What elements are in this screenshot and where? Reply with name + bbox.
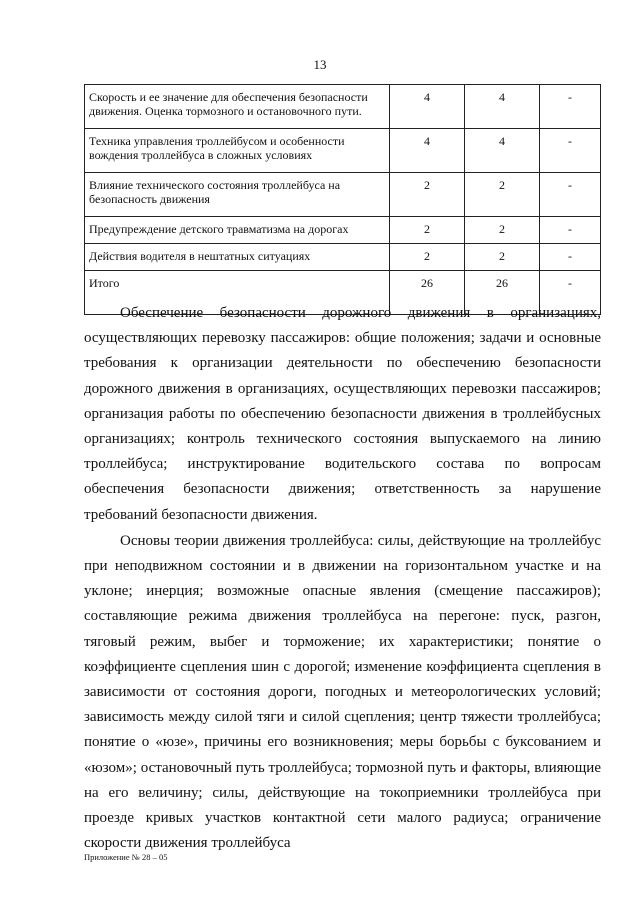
topic-cell: Действия водителя в нештатных ситуациях — [85, 244, 390, 271]
hours-practice-cell: - — [540, 85, 601, 129]
hours-practice-cell: - — [540, 217, 601, 244]
hours-theory-cell: 2 — [465, 217, 540, 244]
table-row — [85, 173, 601, 217]
table-row — [85, 244, 601, 271]
table-row — [85, 85, 601, 129]
hours-practice-cell: - — [540, 244, 601, 271]
hours-total-cell: 26 — [390, 271, 465, 315]
body-text — [84, 301, 601, 856]
topic-cell: Влияние технического состояния троллейбуса на безопасность движения — [85, 173, 390, 217]
hours-theory-cell: 2 — [465, 244, 540, 271]
paragraph: Основы теории движения троллейбуса: силы, действующие на троллейбус при неподвижном состоянии и в движении на горизонтальном участке и на уклоне; инерция; возможные опасные явления (смещение пассажиров); составляющие режима движения троллейбуса на перегоне: пуск, разгон, тяговый режим, выбег и торможение; их характеристики; понятие о коэффициенте сцепления шин с дорогой; изменение коэффициента сцепления в зависимости от состояния дороги, погодных и метеорологических условий; зависимость между силой тяги и силой сцепления; центр тяжести троллейбуса; понятие о «юзе», причины его возникновения; меры борьбы с буксованием и «юзом»; остановочный путь троллейбуса; тормозной путь и факторы, влияющие на его величину; силы, действующие на токоприемники троллейбуса при проезде кривых участков контактной сети малого радиуса; ограничение скорости движения троллейбуса — [84, 532, 601, 852]
topic-cell: Техника управления троллейбусом и особенности вождения троллейбуса в сложных условиях — [85, 129, 390, 173]
hours-total-cell: 2 — [390, 217, 465, 244]
hours-practice-cell: - — [540, 271, 601, 315]
hours-theory-cell: 4 — [465, 129, 540, 173]
table-row — [85, 217, 601, 244]
hours-practice-cell: - — [540, 129, 601, 173]
paragraph: Обеспечение безопасности дорожного движения в организациях, осуществляющих перевозку пассажиров: общие положения; задачи и основные требования к организации деятельности по обеспечению безопасности дорожного движения в организациях, осуществляющих перевозки пассажиров; организация работы по обеспечению безопасности движения в троллейбусных организациях; контроль технического состояния выпускаемого на линию троллейбуса; инструктирование водительского состава по вопросам обеспечения безопасности движения; ответственность за нарушение требований безопасности движения. — [84, 305, 601, 523]
hours-theory-cell: 2 — [465, 173, 540, 217]
hours-total-cell: 4 — [390, 85, 465, 129]
hours-theory-cell: 4 — [465, 85, 540, 129]
footer-note: Приложение № 28 – 05 — [84, 852, 168, 862]
hours-total-cell: 2 — [390, 173, 465, 217]
hours-table — [84, 84, 601, 315]
hours-practice-cell: - — [540, 173, 601, 217]
hours-theory-cell: 26 — [465, 271, 540, 315]
topic-cell: Предупреждение детского травматизма на дорогах — [85, 217, 390, 244]
table-row — [85, 129, 601, 173]
topic-cell: Скорость и ее значение для обеспечения безопасности движения. Оценка тормозного и остановочного пути. — [85, 85, 390, 129]
page-number: 13 — [313, 57, 327, 72]
hours-total-cell: 4 — [390, 129, 465, 173]
total-label-cell: Итого — [85, 271, 390, 315]
hours-total-cell: 2 — [390, 244, 465, 271]
